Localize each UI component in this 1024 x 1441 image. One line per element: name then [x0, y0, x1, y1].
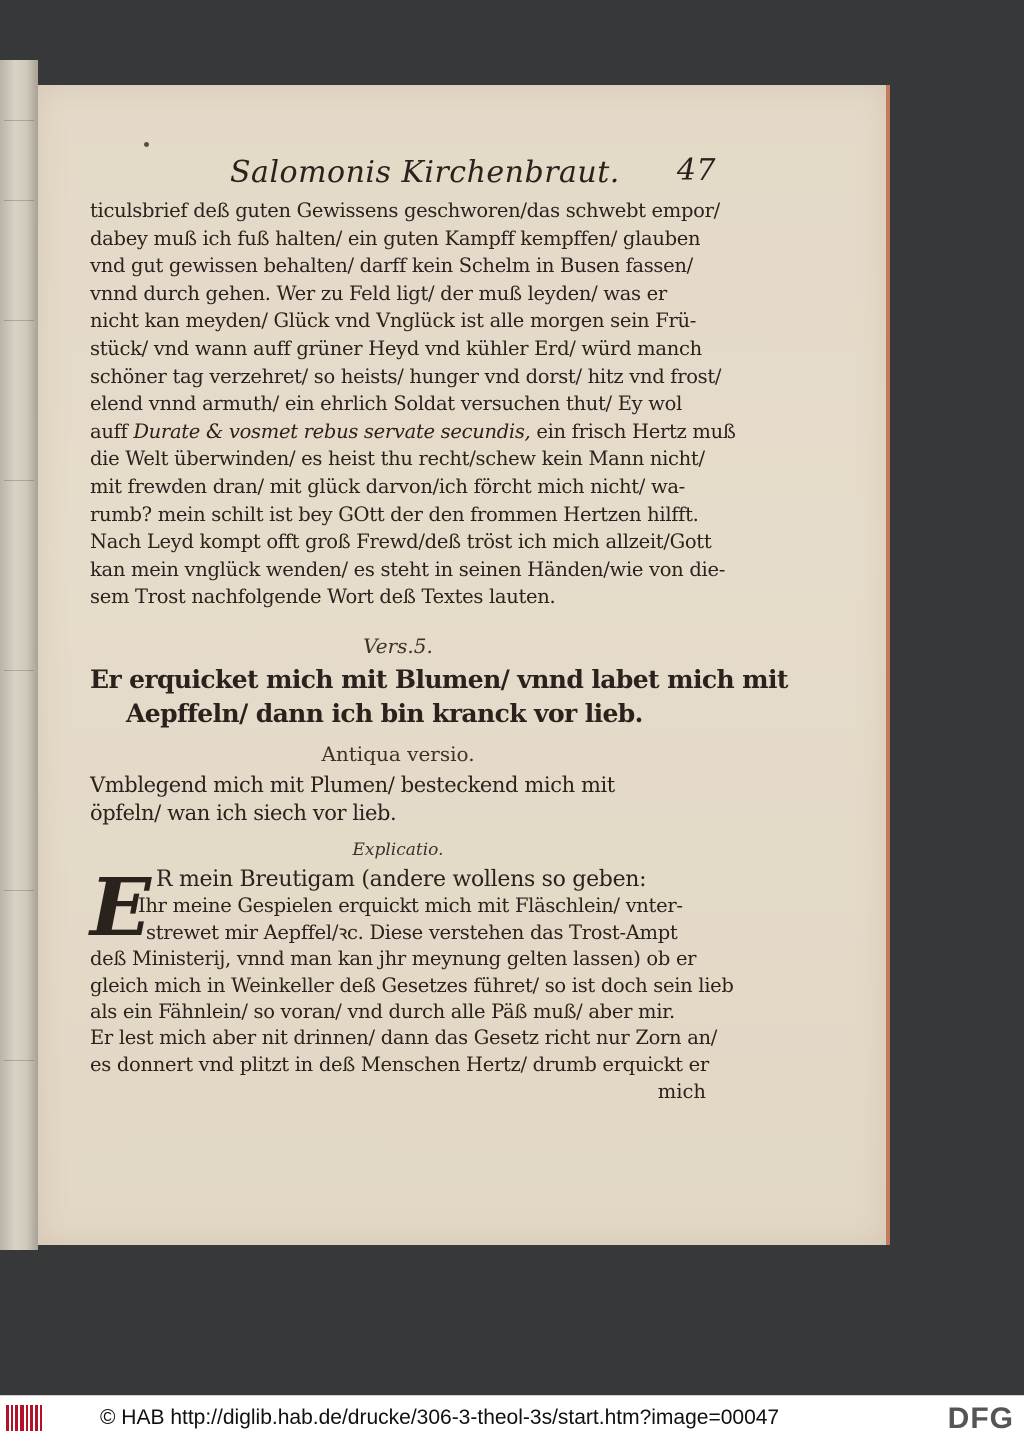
body-line: vnd gut gewissen behalten/ darff kein Schelm in Busen fassen/ [90, 254, 693, 278]
page-edge [886, 85, 890, 1245]
body-line: stück/ vnd wann auff grüner Heyd vnd kühler Erd/ würd manch [90, 336, 702, 360]
antiqua-line: öpfeln/ wan ich siech vor lieb. [90, 800, 397, 825]
body-line: vnnd durch gehen. Wer zu Feld ligt/ der muß leyden/ was er [90, 281, 667, 305]
explicatio-line: es donnert vnd plitzt in deß Menschen Hertz/ drumb erquickt er [90, 1052, 709, 1076]
running-title: Salomonis Kirchenbraut. [230, 155, 620, 190]
explicatio-line: gleich mich in Weinkeller deß Gesetzes führet/ so ist doch sein lieb [90, 973, 734, 997]
body-line: rumb? mein schilt ist bey GOtt der den frommen Hertzen hilfft. [90, 502, 699, 526]
body-line: kan mein vnglück wenden/ es steht in seinen Händen/wie von die- [90, 557, 725, 581]
explicatio-paragraph [90, 859, 734, 1078]
page-number: 47 [676, 153, 716, 188]
body-line-pre: auff [90, 419, 134, 443]
explicatio-line: als ein Fähnlein/ so voran/ vnd durch alle Päß muß/ aber mir. [90, 999, 675, 1023]
ink-speck [144, 142, 149, 147]
body-line: ticulsbrief deß guten Gewissens geschworen/das schwebt empor/ [90, 199, 720, 222]
decorated-initial: E [90, 859, 151, 954]
body-line: sem Trost nachfolgende Wort deß Textes lauten. [90, 585, 556, 609]
antiqua-label: Antiqua versio. [321, 741, 475, 766]
body-line: dabey muß ich fuß halten/ ein guten Kampff kempffen/ glauben [90, 226, 701, 250]
verse-line: Er erquicket mich mit Blumen/ vnnd labet mich mit [90, 664, 788, 694]
body-line: schöner tag verzehret/ so heists/ hunger vnd dorst/ hitz vnd frost/ [90, 364, 722, 388]
dfg-logo[interactable]: DFG [947, 1402, 1014, 1435]
explicatio-line: deß Ministerij, vnnd man kan jhr meynung gelten lassen) ob er [90, 947, 697, 971]
body-line [90, 418, 736, 446]
text-block [90, 153, 788, 1106]
book-page [38, 85, 886, 1245]
body-line: nicht kan meyden/ Glück vnd Vnglück ist alle morgen sein Frü- [90, 309, 697, 333]
body-line: die Welt überwinden/ es heist thu recht/schew kein Mann nicht/ [90, 447, 705, 471]
body-line: Nach Leyd kompt offt groß Frewd/deß tröst ich mich allzeit/Gott [90, 530, 712, 554]
explicatio-label: Explicatio. [352, 839, 444, 860]
footer-bar [0, 1395, 1024, 1441]
verse-text [90, 663, 788, 731]
latin-quote: Durate & vosmet rebus servate secundis, [133, 419, 531, 443]
body-line-post: ein frisch Hertz muß [530, 419, 736, 443]
explicatio-line: R mein Breutigam (andere wollens so geben: [156, 866, 647, 892]
book-edge [0, 60, 38, 1250]
hab-barcode-logo-icon[interactable] [6, 1405, 46, 1431]
running-head [90, 153, 716, 197]
verse-line: Aepffeln/ dann ich bin kranck vor lieb. [126, 698, 643, 728]
copyright-link[interactable]: © HAB http://diglib.hab.de/drucke/306-3-theol-3s/start.htm?image=00047 [100, 1406, 780, 1429]
verse-label: Vers.5. [363, 633, 433, 658]
explicatio-line: Er lest mich aber nit drinnen/ dann das Gesetz richt nur Zorn an/ [90, 1026, 718, 1050]
explicatio-line: strewet mir Aepffel/ꝛc. Diese verstehen das Trost-Ampt [146, 920, 678, 944]
body-line: mit frewden dran/ mit glück darvon/ich förcht mich nicht/ wa- [90, 474, 685, 498]
explicatio-line: Ihr meine Gespielen erquickt mich mit Fläschlein/ vnter- [138, 894, 683, 918]
antiqua-line: Vmblegend mich mit Plumen/ besteckend mich mit [90, 772, 615, 797]
body-line: elend vnnd armuth/ ein ehrlich Soldat versuchen thut/ Ey wol [90, 392, 683, 416]
catchword: mich [657, 1080, 706, 1104]
body-paragraph [90, 197, 736, 611]
antiqua-text [90, 771, 706, 827]
